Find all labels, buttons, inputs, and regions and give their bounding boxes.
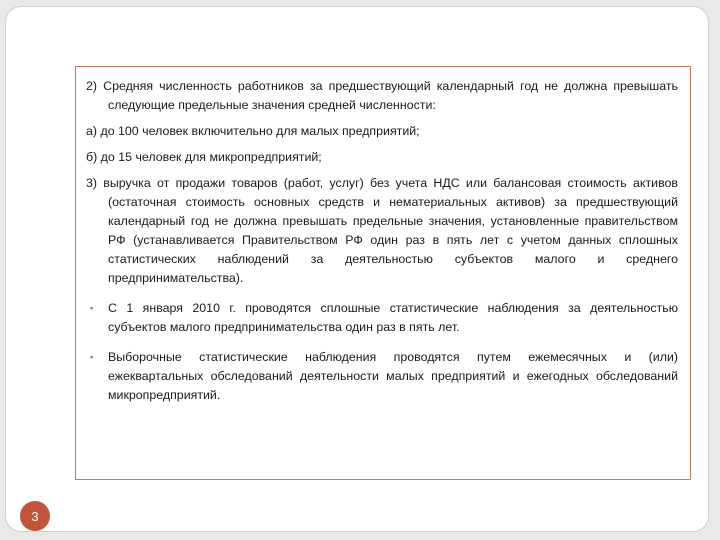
item-a-small-enterprises: а) до 100 человек включительно для малых предприятий; <box>86 124 420 138</box>
slide <box>5 6 709 532</box>
content-box <box>75 66 691 480</box>
list-item <box>86 299 678 337</box>
list-item <box>86 348 678 405</box>
item-3-revenue-assets: 3) выручка от продажи товаров (работ, услуг) без учета НДС или балансовая стоимость активов (остаточная стоимость основных средств и нематериальных активов) за предшествующий календарный год не должна превышать предельные значения, установленные правительством РФ (устанавливается Правительством РФ один раз в пять лет с учетом данных сплошных статистических наблюдений за деятельностью субъектов малого и среднего предпринимательства). <box>86 176 678 285</box>
bullet-text: Выборочные статистические наблюдения проводятся путем ежемесячных и (или) ежеквартальных обследований деятельности малых предприятий и ежегодных обследований микропредприятий. <box>108 350 678 402</box>
bullet-icon: ▪ <box>90 303 94 313</box>
page-number-badge: 3 <box>20 501 50 531</box>
bullet-text: С 1 января 2010 г. проводятся сплошные статистические наблюдения за деятельностью субъектов малого предпринимательства один раз в пять лет. <box>108 301 678 334</box>
bullet-icon: ▪ <box>90 352 94 362</box>
item-2-average-headcount: 2) Средняя численность работников за предшествующий календарный год не должна превышать следующие предельные значения средней численности: <box>86 79 678 112</box>
item-b-micro-enterprises: б) до 15 человек для микропредприятий; <box>86 150 322 164</box>
